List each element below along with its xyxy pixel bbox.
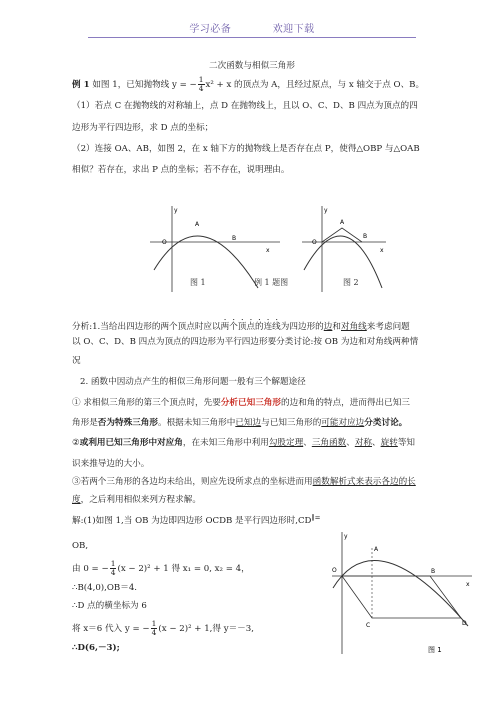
section-text: ③若两个三角形的各边均未给出，则应先设所求点的坐标进而用 <box>72 477 313 487</box>
solution-fraction <box>110 560 117 577</box>
document-title: 二次函数与相似三角形 <box>209 61 295 71</box>
figure-2-point-b: B <box>363 233 368 240</box>
figure-1-parabola <box>154 236 258 288</box>
figure-1-caption: 图 1 <box>190 278 206 287</box>
fraction-denominator: 4 <box>151 628 157 637</box>
solution-text: 得 x₁ = 0, x₂ = 4， <box>168 564 250 574</box>
section-2-heading: 2. 函数中因动点产生的相似三角形问题一般有三个解题途径 <box>80 377 306 387</box>
page-header <box>0 20 504 35</box>
solution-figure-point-d: D <box>462 620 467 627</box>
section-2-para-4: 识来推导边的大小。 <box>72 459 150 469</box>
figure-1-x-label: x <box>266 247 270 254</box>
solution-line-5: ∴D 点的横坐标为 6 <box>72 601 147 611</box>
section-bold: 否为特殊三角形 <box>97 418 158 428</box>
section-2-para-1 <box>72 397 432 409</box>
header-left-text: 学习必备 <box>189 24 232 35</box>
figure-2-x-label: x <box>380 247 384 254</box>
section-text: 、 <box>303 438 312 448</box>
figure-2-point-a: A <box>340 219 345 226</box>
analysis-text: 和 <box>332 322 341 332</box>
section-underline: 可能对应边 <box>321 418 365 428</box>
fraction-denominator: 4 <box>198 84 204 93</box>
solution-line-2: OB, <box>72 541 89 551</box>
header-rule <box>88 37 416 38</box>
example-label: 例 1 <box>72 80 90 90</box>
fraction-denominator: 4 <box>110 568 116 577</box>
figure-1-y-label: y <box>174 207 178 214</box>
solution-figure-point-o: O <box>332 567 337 574</box>
section-2-para-2 <box>72 417 432 429</box>
section-underline: 对称 <box>354 438 373 448</box>
analysis-text: 来考虑问题 <box>366 322 410 332</box>
fraction-numerator: 1 <box>110 559 116 568</box>
question-2-line-a: （2）连接 OA、AB，如图 2，在 x 轴下方的抛物线上是否存在点 P，使得△OBP 与△OAB <box>72 144 420 154</box>
question-2-line-b: 相似？若存在，求出 P 点的坐标；若不存在，说明理由。 <box>72 165 290 175</box>
example-intro <box>72 76 432 93</box>
fraction-numerator: 1 <box>198 75 204 84</box>
example-eq-y: y = − <box>172 80 197 90</box>
solution-text: ,得 y＝－3, <box>209 624 254 634</box>
section-bold: 或利用已知三角形中对应角 <box>79 438 183 448</box>
figure-2-caption: 图 2 <box>343 278 359 287</box>
solution-figure <box>330 528 480 658</box>
figure-1-point-a: A <box>195 221 200 228</box>
section-underline: 度 <box>72 495 81 505</box>
figure-2-y-label: y <box>324 207 328 214</box>
solution-text: 解:(1)如图 1,当 OB 为边即四边形 OCDB 是平行四边形时,CD <box>72 516 312 526</box>
solution-figure-y-label: y <box>344 533 348 540</box>
section-underline: 勾股定理 <box>268 438 304 448</box>
section-text: 等知 <box>397 438 416 448</box>
solution-figure-caption: 图 1 <box>428 646 442 654</box>
solution-text: 将 x＝6 代入 <box>72 624 123 634</box>
section-2-para-3 <box>72 437 432 449</box>
section-text: 角形是 <box>72 418 98 428</box>
fraction-numerator: 1 <box>151 619 157 628</box>
analysis-text: 为四边形的 <box>280 322 324 332</box>
example-intro-b: 的顶点为 A，且经过原点，与 x 轴交于点 O、B。 <box>231 80 425 90</box>
solution-figure-point-c: C <box>366 622 371 629</box>
header-right-text: 欢迎下载 <box>272 24 315 35</box>
solution-text: 由 <box>72 564 81 574</box>
example-eq-tail: x² + x <box>205 80 232 90</box>
example-eq-fraction <box>198 76 205 93</box>
solution-figure-point-a: A <box>374 546 379 553</box>
section-text: ② <box>72 438 80 448</box>
solution-fraction <box>151 620 158 637</box>
figure-1-point-o: O <box>162 239 167 246</box>
section-text: ，之后利用相似来列方程求解。 <box>80 495 201 505</box>
figure-2-point-o: O <box>312 239 317 246</box>
solution-figure-x-label: x <box>466 581 470 588</box>
section-text: ，在未知三角形中利用 <box>182 438 269 448</box>
section-2-para-6 <box>72 494 432 506</box>
solution-figure-parabola <box>333 560 468 626</box>
section-red-emphasis: 分析已知三角形 <box>220 398 281 408</box>
question-1-line-a: （1）若点 C 在抛物线的对称轴上，点 D 在抛物线上，且以 O、C、D、B 四点为顶点的四 <box>72 101 418 111</box>
analysis-underline-diagonal: 对角线 <box>340 322 367 332</box>
section-text: ① 求相似三角形的第三个顶点时，先要 <box>72 398 221 408</box>
figure-1-point-b: B <box>232 235 237 242</box>
example-intro-a: 如图 1，已知抛物线 <box>92 80 170 90</box>
analysis-line-1 <box>72 317 432 333</box>
solution-figure-parallelogram <box>342 576 461 618</box>
solution-line-4: ∴B(4,0),OB＝4. <box>72 583 138 593</box>
section-underline: 已知边 <box>235 418 262 428</box>
section-text: 。根据未知三角形中 <box>157 418 236 428</box>
section-underline: 函数解析式来表示各边的长 <box>312 477 416 487</box>
solution-equation: (x − 2)² + 1 <box>158 624 210 634</box>
section-text: 分类讨论。 <box>364 418 408 428</box>
analysis-emphasis: 两个顶点的连线 <box>220 322 281 332</box>
parallel-equal-symbol: ∥= <box>311 514 321 522</box>
section-underline: 旋转 <box>380 438 398 448</box>
figures-caption-middle: 例 1 题图 <box>254 278 289 287</box>
section-2-para-5 <box>72 476 432 488</box>
question-1-line-b: 边形为平行四边形，求 D 点的坐标； <box>72 123 214 133</box>
solution-equation: y = − <box>124 624 150 634</box>
solution-line-7: ∴D(6,－3); <box>72 643 120 653</box>
section-text: 、 <box>346 438 355 448</box>
analysis-text: 分析:1.当给出四边形的两个顶点时应以 <box>72 322 221 332</box>
analysis-underline-edge: 边 <box>323 322 333 332</box>
analysis-line-3: 况 <box>72 356 81 366</box>
section-text: 的边和角的特点，进而得出已知三 <box>281 398 410 408</box>
solution-equation: 0 = − <box>83 564 109 574</box>
solution-figure-point-b: B <box>431 568 436 575</box>
section-underline: 三角函数 <box>311 438 347 448</box>
section-text: 、 <box>372 438 381 448</box>
analysis-line-2: 以 O、C、D、B 四点为顶点的四边形为平行四边形要分类讨论:按 OB 为边和对角线两种情 <box>72 337 419 347</box>
solution-line-1 <box>72 512 432 527</box>
solution-equation: (x − 2)² + 1 <box>117 564 169 574</box>
section-text: 与已知三角形的 <box>261 418 322 428</box>
